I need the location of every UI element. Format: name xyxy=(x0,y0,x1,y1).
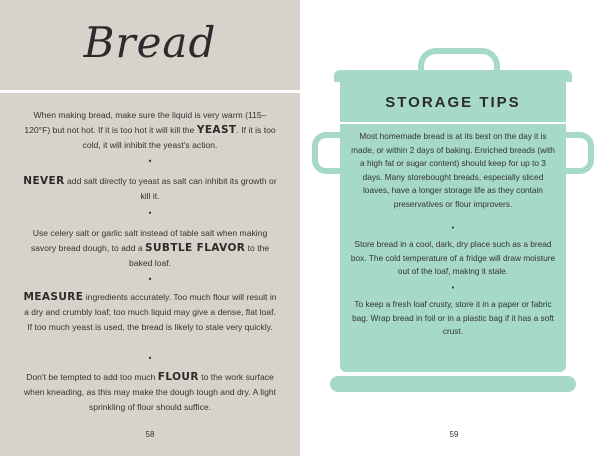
pot-lid xyxy=(334,70,572,82)
emphasis-subtle-flavor: SUBTLE FLAVOR xyxy=(145,242,246,254)
left-page xyxy=(0,0,300,453)
emphasis-never: NEVER xyxy=(23,175,65,187)
emphasis-flour: FLOUR xyxy=(157,371,199,383)
page-title: Bread xyxy=(83,18,217,67)
bullet-separator: • xyxy=(147,354,153,363)
bullet-separator: • xyxy=(450,224,456,232)
storage-tips-heading: STORAGE TIPS xyxy=(385,94,521,111)
bullet-separator: • xyxy=(147,157,153,166)
storage-tip-crusty-loaf: To keep a fresh loaf crusty, store it in a paper or fabric bag. Wrap bread in foil or in a plastic bag if it has a soft crust. xyxy=(352,299,554,337)
bullet-separator: • xyxy=(450,284,456,292)
tip-paragraph-yeast: When making bread, make sure the liquid is very warm (115–120°F) but not hot. If it is too hot it will kill the YEAST. If it is too cold, it will inhibit the yeast's action. xyxy=(24,110,276,150)
tip-paragraph-flour: Don't be tempted to add too much FLOUR to the work surface when kneading, as this may make the dough tough and dry. A light sprinkling of flour should suffice. xyxy=(23,371,277,412)
pot-handle-right xyxy=(566,132,594,174)
tip-paragraph-salt: NEVER add salt directly to yeast as salt can inhibit its growth or kill it. xyxy=(23,175,277,201)
bullet-separator: • xyxy=(147,275,153,284)
storage-tip-bread-box: Store bread in a cool, dark, dry place such as a bread box. The cold temperature of a fridge will draw moisture out of the loaf, making it stale. xyxy=(350,239,556,277)
bullet-separator: • xyxy=(147,209,153,218)
pot-handle-left xyxy=(312,132,340,174)
title-band xyxy=(0,0,300,90)
heading-divider xyxy=(340,122,566,124)
page-number-right: 59 xyxy=(449,430,459,439)
pot-rim xyxy=(330,376,576,392)
page-number-left: 58 xyxy=(145,430,155,439)
tip-paragraph-flavor: Use celery salt or garlic salt instead of table salt when making savory bread dough, to add a SUBTLE FLAVOR to the baked loaf. xyxy=(30,228,270,268)
emphasis-measure: MEASURE xyxy=(23,291,84,303)
storage-tip-shelf-life: Most homemade bread is at its best on the day it is made, or within 2 days of baking. Enriched breads (with a high fat or sugar content) should keep for up to 3 days. Many storebought breads, especially sliced loaves, have a longer storage life as they contain preservatives or flour improvers. xyxy=(351,131,555,209)
tip-paragraph-measure: MEASURE ingredients accurately. Too much flour will result in a dry and crumbly loaf; too much liquid may give a dense, flat loaf. If too much yeast is used, the bread is likely to stale very quickly. xyxy=(23,291,277,332)
emphasis-yeast: YEAST xyxy=(196,124,237,136)
